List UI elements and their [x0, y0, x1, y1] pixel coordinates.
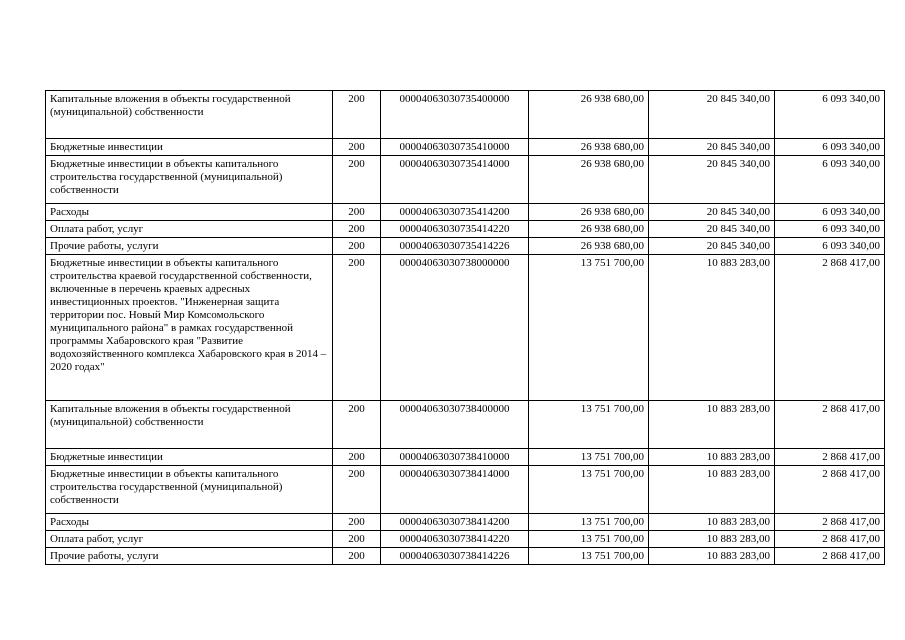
row-amount-3: 6 093 340,00 — [775, 91, 885, 139]
table-row — [46, 548, 885, 565]
row-amount-2: 20 845 340,00 — [649, 91, 775, 139]
row-amount-2: 20 845 340,00 — [649, 204, 775, 221]
row-amount-1: 26 938 680,00 — [529, 238, 649, 255]
row-classification-code: 00004063030738400000 — [381, 401, 529, 449]
row-classification-code: 00004063030735414000 — [381, 156, 529, 204]
row-amount-2: 20 845 340,00 — [649, 238, 775, 255]
row-amount-2: 10 883 283,00 — [649, 401, 775, 449]
table-row — [46, 238, 885, 255]
row-amount-3: 2 868 417,00 — [775, 514, 885, 531]
row-amount-2: 10 883 283,00 — [649, 255, 775, 401]
table-row — [46, 204, 885, 221]
row-classification-code: 00004063030735414226 — [381, 238, 529, 255]
row-amount-1: 13 751 700,00 — [529, 401, 649, 449]
row-name: Капитальные вложения в объекты государственной (муниципальной) собственности — [46, 91, 333, 139]
row-name: Прочие работы, услуги — [46, 238, 333, 255]
row-name: Прочие работы, услуги — [46, 548, 333, 565]
row-amount-3: 2 868 417,00 — [775, 255, 885, 401]
row-classification-code: 00004063030735400000 — [381, 91, 529, 139]
row-amount-1: 13 751 700,00 — [529, 466, 649, 514]
row-classification-code: 00004063030738000000 — [381, 255, 529, 401]
row-classification-code: 00004063030738414000 — [381, 466, 529, 514]
row-admin-code: 200 — [333, 221, 381, 238]
row-admin-code: 200 — [333, 548, 381, 565]
row-amount-1: 13 751 700,00 — [529, 548, 649, 565]
row-admin-code: 200 — [333, 156, 381, 204]
row-name: Бюджетные инвестиции в объекты капитального строительства государственной (муниципальной) собственности — [46, 156, 333, 204]
table-row — [46, 466, 885, 514]
row-amount-3: 6 093 340,00 — [775, 204, 885, 221]
row-classification-code: 00004063030738414200 — [381, 514, 529, 531]
row-name: Оплата работ, услуг — [46, 221, 333, 238]
row-amount-1: 26 938 680,00 — [529, 221, 649, 238]
row-classification-code: 00004063030738414220 — [381, 531, 529, 548]
row-admin-code: 200 — [333, 238, 381, 255]
table-row — [46, 139, 885, 156]
row-amount-3: 6 093 340,00 — [775, 156, 885, 204]
row-amount-3: 2 868 417,00 — [775, 548, 885, 565]
table-row — [46, 449, 885, 466]
row-name: Оплата работ, услуг — [46, 531, 333, 548]
table-row — [46, 514, 885, 531]
row-classification-code: 00004063030738410000 — [381, 449, 529, 466]
row-admin-code: 200 — [333, 204, 381, 221]
row-name: Расходы — [46, 514, 333, 531]
row-classification-code: 00004063030735414200 — [381, 204, 529, 221]
row-classification-code: 00004063030735410000 — [381, 139, 529, 156]
row-admin-code: 200 — [333, 91, 381, 139]
row-name: Бюджетные инвестиции — [46, 139, 333, 156]
row-admin-code: 200 — [333, 401, 381, 449]
row-admin-code: 200 — [333, 449, 381, 466]
row-name: Капитальные вложения в объекты государственной (муниципальной) собственности — [46, 401, 333, 449]
row-amount-1: 13 751 700,00 — [529, 449, 649, 466]
row-classification-code: 00004063030735414220 — [381, 221, 529, 238]
row-amount-3: 6 093 340,00 — [775, 139, 885, 156]
row-amount-3: 6 093 340,00 — [775, 238, 885, 255]
row-admin-code: 200 — [333, 139, 381, 156]
row-name: Бюджетные инвестиции в объекты капитального строительства краевой государственной собственности, включенные в перечень краевых адресных инвестиционных проектов. "Инженерная защита территории пос. Новый Мир Комсомольского муниципального района" в рамках государственной программы Хабаровского края "Развитие водохозяйственного комплекса Хабаровского края в 2014 – 2020 годах" — [46, 255, 333, 401]
table-row — [46, 401, 885, 449]
row-admin-code: 200 — [333, 514, 381, 531]
row-amount-2: 10 883 283,00 — [649, 449, 775, 466]
row-amount-3: 2 868 417,00 — [775, 401, 885, 449]
row-admin-code: 200 — [333, 255, 381, 401]
row-amount-1: 26 938 680,00 — [529, 156, 649, 204]
row-amount-2: 10 883 283,00 — [649, 548, 775, 565]
row-amount-1: 26 938 680,00 — [529, 204, 649, 221]
table-row — [46, 91, 885, 139]
row-amount-2: 10 883 283,00 — [649, 514, 775, 531]
row-classification-code: 00004063030738414226 — [381, 548, 529, 565]
row-amount-3: 2 868 417,00 — [775, 531, 885, 548]
row-amount-2: 20 845 340,00 — [649, 139, 775, 156]
budget-table — [45, 90, 885, 565]
row-amount-3: 6 093 340,00 — [775, 221, 885, 238]
row-name: Бюджетные инвестиции в объекты капитального строительства государственной (муниципальной) собственности — [46, 466, 333, 514]
row-name: Расходы — [46, 204, 333, 221]
row-amount-2: 10 883 283,00 — [649, 531, 775, 548]
table-row — [46, 156, 885, 204]
row-amount-2: 10 883 283,00 — [649, 466, 775, 514]
table-row — [46, 531, 885, 548]
row-admin-code: 200 — [333, 531, 381, 548]
row-amount-3: 2 868 417,00 — [775, 449, 885, 466]
table-row — [46, 221, 885, 238]
row-amount-1: 13 751 700,00 — [529, 531, 649, 548]
row-name: Бюджетные инвестиции — [46, 449, 333, 466]
row-amount-2: 20 845 340,00 — [649, 156, 775, 204]
row-amount-1: 13 751 700,00 — [529, 514, 649, 531]
row-amount-1: 13 751 700,00 — [529, 255, 649, 401]
row-amount-1: 26 938 680,00 — [529, 139, 649, 156]
row-amount-3: 2 868 417,00 — [775, 466, 885, 514]
row-amount-2: 20 845 340,00 — [649, 221, 775, 238]
row-admin-code: 200 — [333, 466, 381, 514]
row-amount-1: 26 938 680,00 — [529, 91, 649, 139]
table-row — [46, 255, 885, 401]
